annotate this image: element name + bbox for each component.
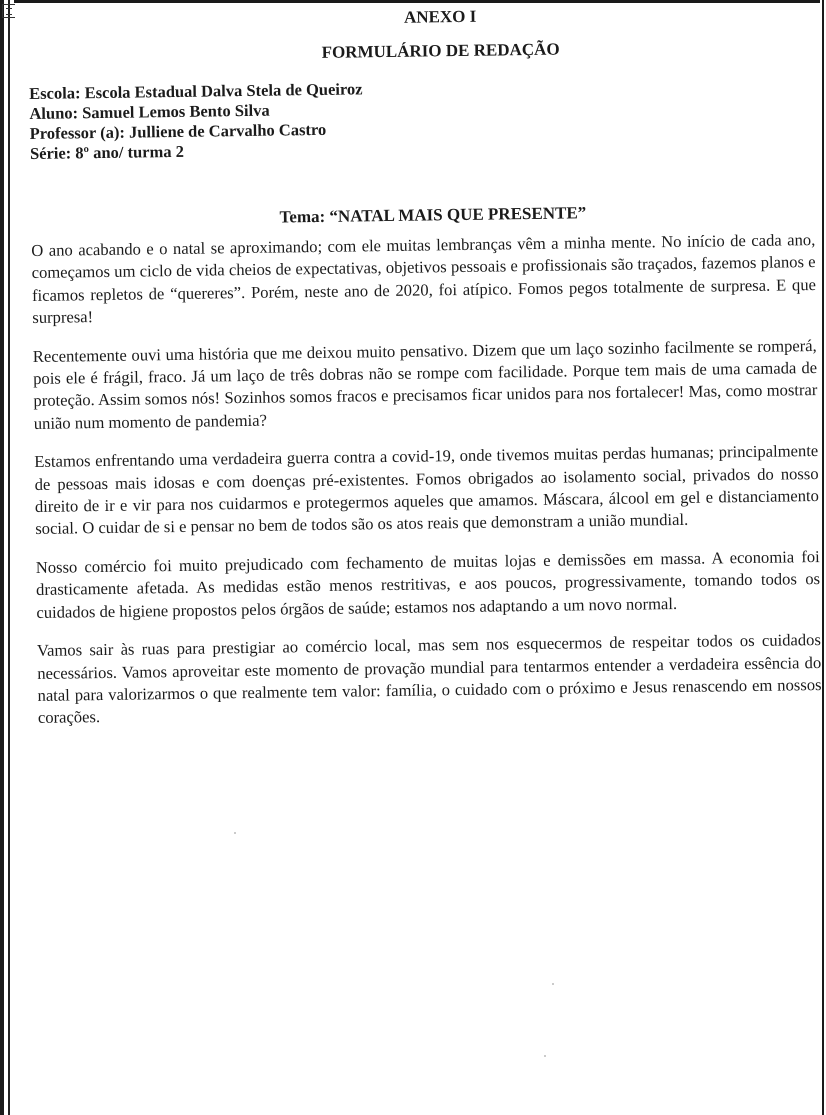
annex-title: ANEXO I	[403, 6, 477, 27]
scan-border-left	[0, 0, 14, 1115]
essay-paragraph: Recentemente ouvi uma história que me deixou muito pensativo. Dizem que um laço sozinho facilmente se romperá, pois ele é frágil, fraco. Já um laço de três dobras não se rompe com facilidade. Porque tem mais de uma camada de proteção. Assim somos nós! Sozinhos somos fracos e precisamos ficar unidos para nos fortalecer! Mas, como mostrar união num momento de pandemia?	[32, 335, 818, 433]
form-title: FORMULÁRIO DE REDAÇÃO	[321, 39, 560, 62]
scan-speck	[552, 983, 554, 985]
document-page	[28, 0, 822, 746]
grade-line: Série: 8º ano/ turma 2	[29, 141, 185, 163]
essay-paragraph: Estamos enfrentando uma verdadeira guerra contra a covid-19, onde tivemos muitas perdas humanas; principalmente de pessoas mais idosas e com doenças pré-existentes. Fomos obrigados ao isolamento social, privados do nosso direito de ir e vir para nos cuidarmos e protegermos aqueles que amamos. Máscara, álcool em gel e distanciamento social. O cuidar de si e pensar no bem de todos são os atos reais que demonstram a união mundial.	[34, 441, 819, 539]
scan-speck	[544, 1055, 546, 1057]
corner-mark-icon	[2, 4, 15, 18]
scan-border-right	[820, 0, 826, 1115]
school-line: Escola: Escola Estadual Dalva Stela de Queiroz	[29, 79, 363, 103]
essay-body	[31, 229, 822, 730]
essay-theme: Tema: “NATAL MAIS QUE PRESENTE”	[279, 203, 587, 227]
teacher-line: Professor (a): Julliene de Carvalho Castro	[29, 119, 327, 143]
student-info	[29, 73, 814, 164]
essay-paragraph: Nosso comércio foi muito prejudicado com fechamento de muitas lojas e demissões em massa. A economia foi drasticamente afetada. As medidas estão menos restritivas, e aos poucos, progressivamente, tomando todos os cuidados de higiene propostos pelos órgãos de saúde; estamos nos adaptando a um novo normal.	[35, 546, 821, 622]
essay-paragraph: Vamos sair às ruas para prestigiar ao comércio local, mas sem nos esquecermos de respeitar todos os cuidados necessários. Vamos aproveitar este momento de provação mundial para tentarmos entender a verdadeira essência do natal para valorizarmos o que realmente tem valor: família, o cuidado com o próximo e Jesus renascendo em nossos corações.	[36, 630, 822, 728]
student-line: Aluno: Samuel Lemos Bento Silva	[29, 100, 270, 123]
scan-speck	[234, 832, 236, 834]
essay-paragraph: O ano acabando e o natal se aproximando; com ele muitas lembranças vêm a minha mente. No início de cada ano, começamos um ciclo de vida cheios de expectativas, objetivos pessoais e profissionais são traçados, fazemos planos e ficamos repletos de “quereres”. Porém, neste ano de 2020, foi atípico. Fomos pegos totalmente de surpresa. E que surpresa!	[31, 230, 817, 328]
